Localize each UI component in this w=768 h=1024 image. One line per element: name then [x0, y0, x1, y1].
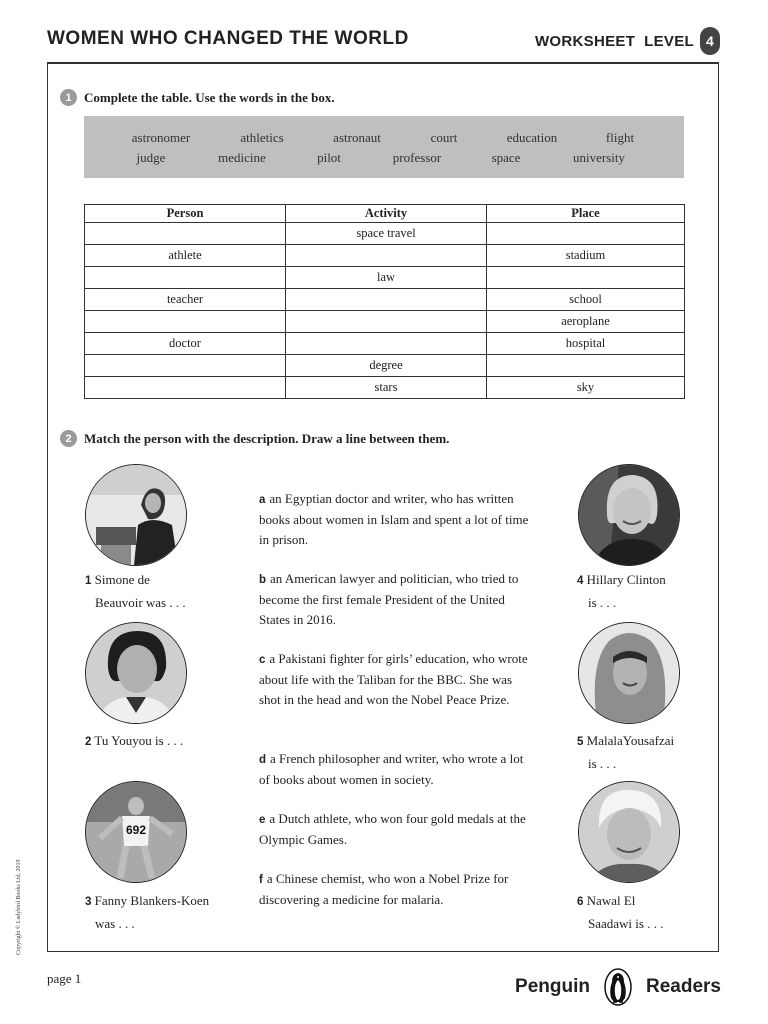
word: flight — [605, 130, 635, 145]
person-name: Simone de — [94, 572, 150, 587]
person-number: 4 — [577, 575, 584, 587]
word: professor — [392, 150, 442, 165]
person-label-4 — [577, 569, 666, 613]
table-cell: doctor — [85, 333, 286, 355]
section-2-instruction: Match the person with the description. Draw a line between them. — [84, 430, 450, 446]
description-letter: a — [259, 494, 266, 506]
table-header-row — [85, 205, 685, 223]
table-cell: sky — [487, 377, 685, 399]
table-cell — [85, 223, 286, 245]
table-cell — [85, 377, 286, 399]
table-row — [85, 355, 685, 377]
photo-nawal-el-saadawi — [578, 781, 680, 883]
person-label-1 — [85, 569, 186, 613]
table-cell: degree — [286, 355, 487, 377]
table-cell — [286, 333, 487, 355]
person-name-cont: is . . . — [588, 595, 617, 610]
column-header: Activity — [286, 205, 487, 223]
description-letter: e — [259, 814, 266, 826]
person-number: 6 — [577, 896, 584, 908]
word-box — [84, 116, 684, 178]
person-label-6 — [577, 890, 663, 934]
description-letter: d — [259, 754, 267, 766]
description-letter: b — [259, 574, 267, 586]
description-text: a Dutch athlete, who won four gold medals at the Olympic Games. — [259, 811, 526, 847]
table-row — [85, 289, 685, 311]
description-letter: c — [259, 654, 266, 666]
word: university — [573, 150, 625, 165]
section-number: 2 — [60, 430, 77, 447]
table-cell — [85, 267, 286, 289]
photo-tu-youyou — [85, 622, 187, 724]
word: space — [491, 150, 521, 165]
table-cell: hospital — [487, 333, 685, 355]
table-cell: aeroplane — [487, 311, 685, 333]
table-row — [85, 223, 685, 245]
person-name: Fanny Blankers-Koen — [94, 893, 210, 908]
table-cell — [487, 267, 685, 289]
description-e — [259, 809, 534, 850]
table-cell: stars — [286, 377, 487, 399]
brand-left: Penguin — [515, 976, 590, 997]
table-cell — [286, 311, 487, 333]
section-number: 1 — [60, 89, 77, 106]
table-row — [85, 267, 685, 289]
photo-simone-de-beauvoir — [85, 464, 187, 566]
description-text: an American lawyer and politician, who tried to become the first female President of the United States in 2016. — [259, 571, 519, 627]
copyright-notice: Copyright © Ladybird Books Ltd, 2019 — [16, 859, 22, 955]
runner-bib-number: 692 — [125, 823, 147, 837]
column-header: Person — [85, 205, 286, 223]
person-number: 3 — [85, 896, 92, 908]
table-cell: space travel — [286, 223, 487, 245]
person-number: 1 — [85, 575, 92, 587]
table-cell: stadium — [487, 245, 685, 267]
level-indicator — [535, 27, 720, 55]
worksheet-title: WOMEN WHO CHANGED THE WORLD — [47, 28, 409, 49]
table-cell: teacher — [85, 289, 286, 311]
word: astronomer — [131, 130, 191, 145]
description-text: an Egyptian doctor and writer, who has written books about women in Islam and spent a lot of time in prison. — [259, 491, 529, 547]
photo-hillary-clinton — [578, 464, 680, 566]
word: judge — [136, 150, 166, 165]
publisher-brand — [515, 968, 721, 1006]
brand-right: Readers — [646, 976, 721, 997]
person-number: 2 — [85, 736, 92, 748]
section-1-heading — [60, 89, 335, 106]
word: astronaut — [333, 130, 381, 145]
table-cell: law — [286, 267, 487, 289]
person-name-cont: Beauvoir was . . . — [95, 595, 186, 610]
table-cell: athlete — [85, 245, 286, 267]
person-label-2 — [85, 730, 183, 753]
description-f — [259, 869, 534, 910]
photo-malala-yousafzai — [578, 622, 680, 724]
description-text: a Pakistani fighter for girls’ education, who wrote about life with the Taliban for the BBC. She was shot in the head and won the Nobel Peace Prize. — [259, 651, 528, 707]
table-cell — [286, 289, 487, 311]
description-a — [259, 489, 534, 550]
word: athletics — [240, 130, 284, 145]
table-cell — [85, 355, 286, 377]
table-cell — [85, 311, 286, 333]
photo-fanny-blankers-koen — [85, 781, 187, 883]
table-cell — [286, 245, 487, 267]
person-name: MalalaYousafzai — [586, 733, 675, 748]
column-header: Place — [487, 205, 685, 223]
table-cell: school — [487, 289, 685, 311]
level-label: LEVEL — [644, 32, 694, 50]
description-b — [259, 569, 534, 630]
description-letter: f — [259, 874, 263, 886]
word: court — [430, 130, 458, 145]
worksheet-label: WORKSHEET — [534, 32, 636, 50]
description-text: a French philosopher and writer, who wrote a lot of books about women in society. — [259, 751, 524, 787]
word: education — [506, 130, 558, 145]
word: medicine — [218, 150, 266, 165]
table-cell — [487, 223, 685, 245]
table-cell — [487, 355, 685, 377]
person-name: Nawal El — [586, 893, 636, 908]
section-1-instruction: Complete the table. Use the words in the box. — [84, 89, 335, 105]
activity-table — [84, 204, 685, 399]
page-number: page 1 — [47, 971, 82, 986]
person-label-3 — [85, 890, 209, 934]
penguin-logo-icon — [604, 968, 632, 1006]
word: pilot — [317, 150, 341, 165]
table-row — [85, 333, 685, 355]
person-name: Hillary Clinton — [586, 572, 666, 587]
person-name-cont: Saadawi is . . . — [588, 916, 664, 931]
section-2-heading — [60, 430, 449, 447]
person-name-cont: was . . . — [95, 916, 135, 931]
description-text: a Chinese chemist, who won a Nobel Prize for discovering a medicine for malaria. — [259, 871, 509, 907]
level-badge: 4 — [700, 27, 720, 55]
description-c — [259, 649, 534, 710]
person-number: 5 — [577, 736, 584, 748]
table-row — [85, 377, 685, 399]
person-label-5 — [577, 730, 674, 774]
person-name: Tu Youyou is . . . — [94, 733, 184, 748]
description-d — [259, 749, 534, 790]
table-row — [85, 245, 685, 267]
table-row — [85, 311, 685, 333]
person-name-cont: is . . . — [588, 756, 617, 771]
